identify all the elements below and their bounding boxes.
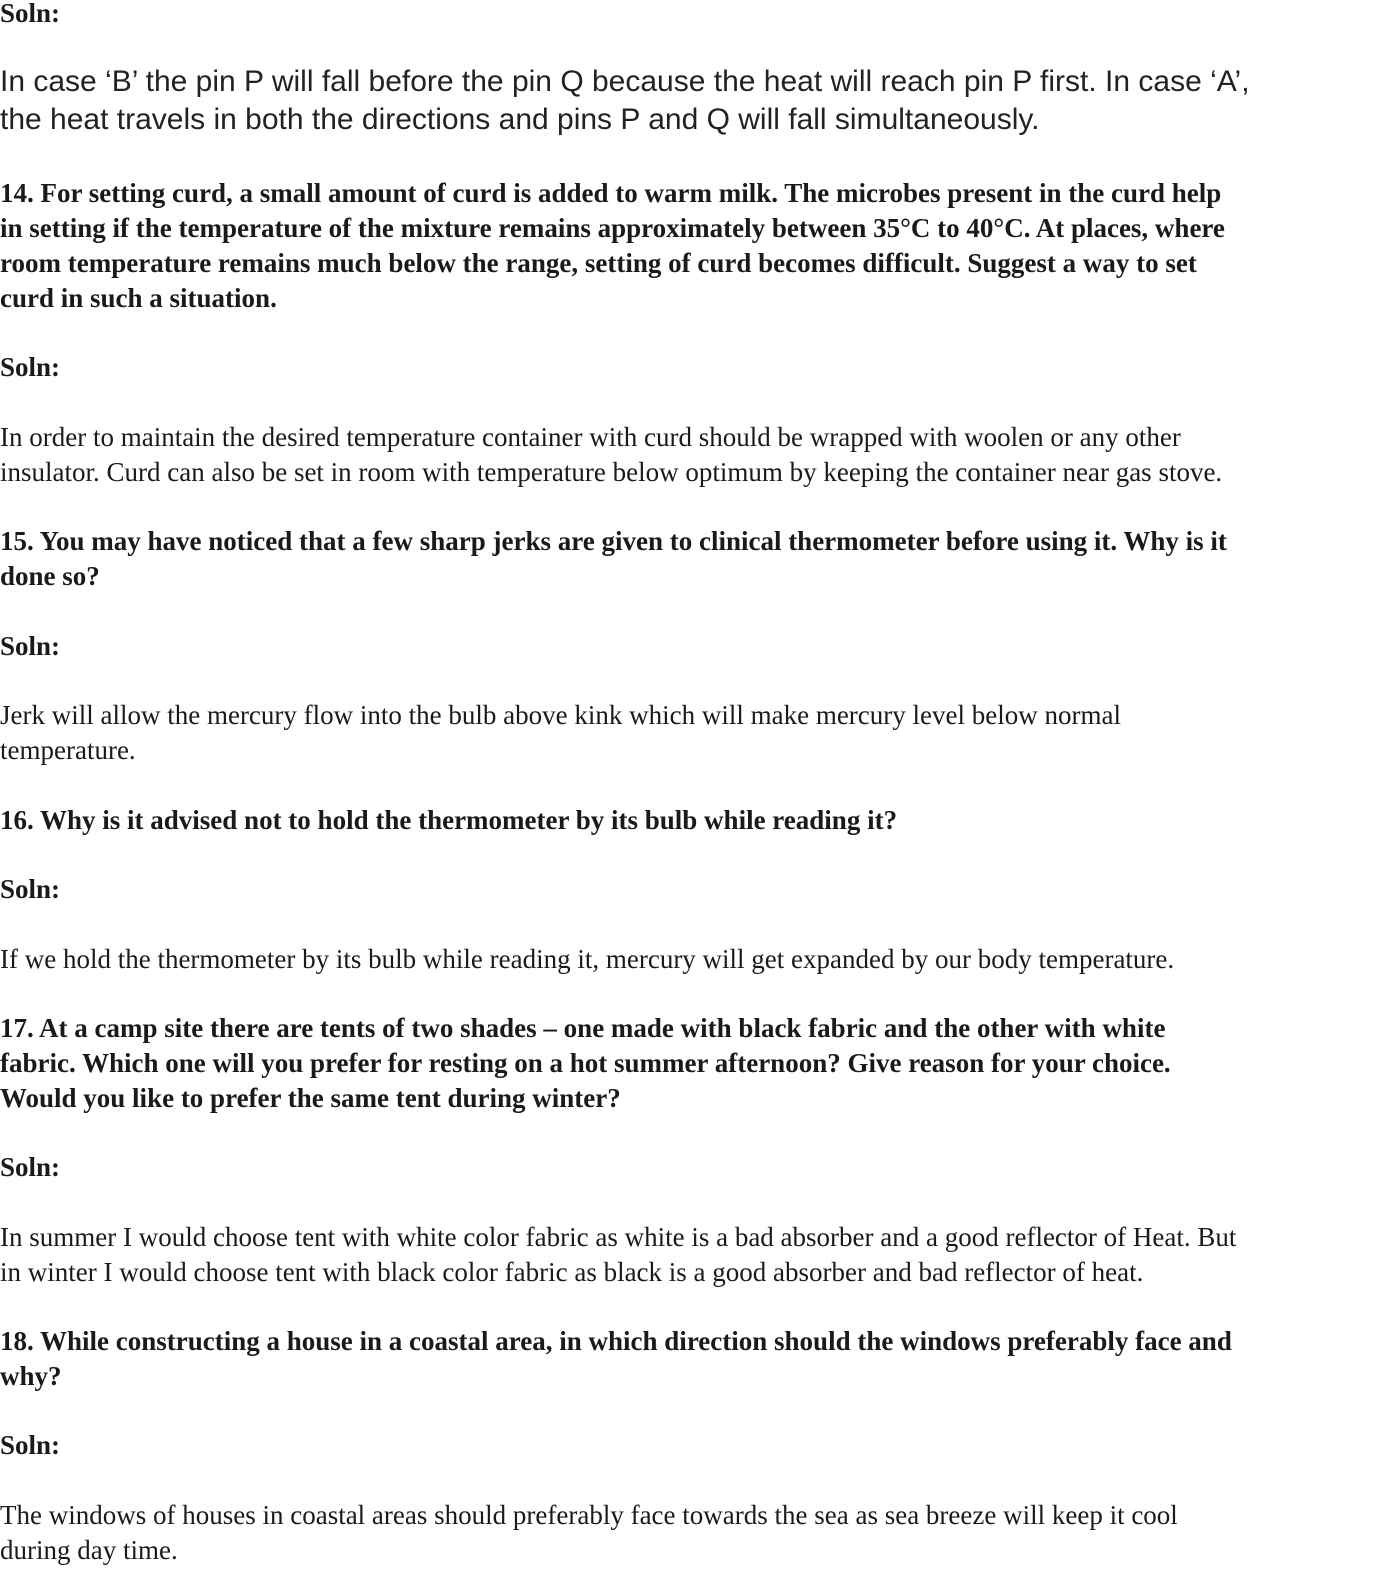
question-17 <box>0 1011 1171 1116</box>
intro-answer <box>0 63 1250 139</box>
answer-14 <box>0 420 1222 490</box>
question-line: 14. For setting curd, a small amount of curd is added to warm milk. The microbes present in the curd help <box>0 178 1222 208</box>
soln-label-15 <box>0 629 60 664</box>
question-line: why? <box>0 1361 62 1391</box>
answer-line: during day time. <box>0 1535 178 1565</box>
answer-15 <box>0 698 1121 768</box>
question-15 <box>0 524 1227 594</box>
intro-answer-line: In case ‘B’ the pin P will fall before the pin Q because the heat will reach pin P first. In case ‘A’, <box>0 65 1250 98</box>
soln-label-18 <box>0 1428 60 1463</box>
soln-label-17 <box>0 1150 60 1185</box>
question-14 <box>0 176 1225 316</box>
question-18 <box>0 1324 1232 1394</box>
question-line: curd in such a situation. <box>0 283 277 313</box>
soln-label-text: Soln: <box>0 1430 61 1460</box>
question-line: done so? <box>0 561 100 591</box>
answer-line: in winter I would choose tent with black color fabric as black is a good absorber and bad reflector of heat. <box>0 1257 1144 1287</box>
soln-label-text: Soln: <box>0 0 61 28</box>
question-line: fabric. Which one will you prefer for resting on a hot summer afternoon? Give reason for your choice. <box>0 1048 1171 1078</box>
question-line: 16. Why is it advised not to hold the thermometer by its bulb while reading it? <box>0 805 898 835</box>
answer-line: insulator. Curd can also be set in room with temperature below optimum by keeping the container near gas stove. <box>0 457 1223 487</box>
soln-label-text: Soln: <box>0 1152 61 1182</box>
answer-line: In summer I would choose tent with white color fabric as white is a bad absorber and a good reflector of Heat. But <box>0 1222 1237 1252</box>
soln-label-16 <box>0 872 60 907</box>
question-line: in setting if the temperature of the mixture remains approximately between 35°C to 40°C. At places, where <box>0 213 1225 243</box>
question-line: 17. At a camp site there are tents of two shades – one made with black fabric and the other with white <box>0 1013 1166 1043</box>
answer-line: In order to maintain the desired temperature container with curd should be wrapped with woolen or any other <box>0 422 1181 452</box>
answer-line: The windows of houses in coastal areas should preferably face towards the sea as sea breeze will keep it cool <box>0 1500 1178 1530</box>
soln-label-text: Soln: <box>0 631 61 661</box>
soln-label-text: Soln: <box>0 352 61 382</box>
question-line: room temperature remains much below the range, setting of curd becomes difficult. Suggest a way to set <box>0 248 1197 278</box>
soln-label-14 <box>0 350 60 385</box>
soln-label-text: Soln: <box>0 874 61 904</box>
answer-line: temperature. <box>0 735 136 765</box>
answer-line: If we hold the thermometer by its bulb while reading it, mercury will get expanded by our body temperature. <box>0 944 1175 974</box>
intro-answer-line: the heat travels in both the directions and pins P and Q will fall simultaneously. <box>0 103 1040 136</box>
question-line: 18. While constructing a house in a coastal area, in which direction should the windows preferably face and <box>0 1326 1232 1356</box>
question-16 <box>0 803 897 838</box>
answer-17 <box>0 1220 1236 1290</box>
answer-line: Jerk will allow the mercury flow into the bulb above kink which will make mercury level below normal <box>0 700 1121 730</box>
question-line: 15. You may have noticed that a few sharp jerks are given to clinical thermometer before using it. Why is it <box>0 526 1227 556</box>
answer-18 <box>0 1498 1178 1568</box>
soln-label-0 <box>0 0 60 31</box>
answer-16 <box>0 942 1174 977</box>
question-line: Would you like to prefer the same tent during winter? <box>0 1083 621 1113</box>
